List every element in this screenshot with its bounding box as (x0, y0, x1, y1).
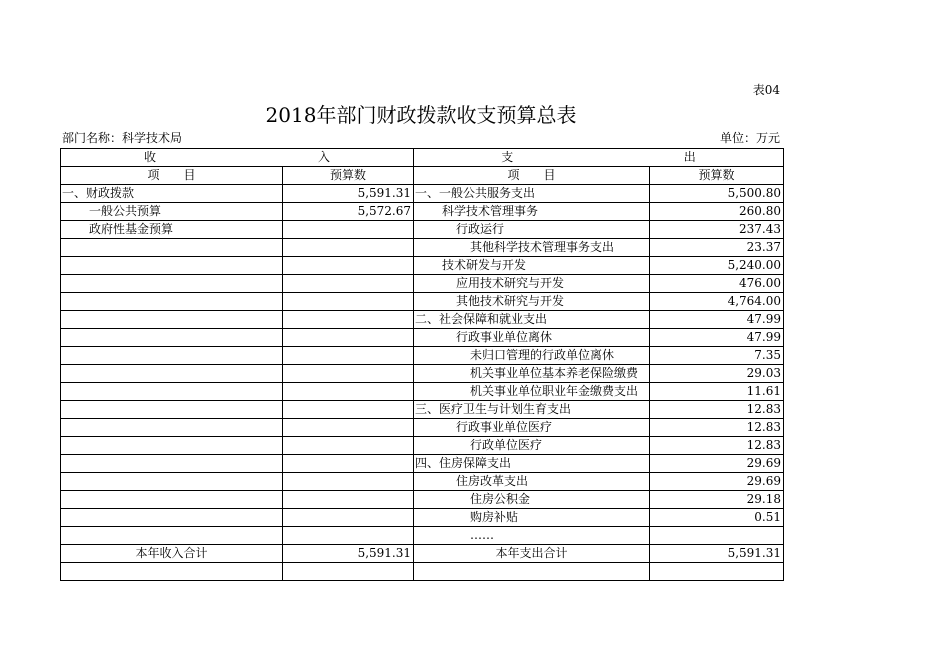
expense-amount-header: 预算数 (650, 167, 784, 185)
table-row (61, 383, 784, 401)
column-header-row (61, 167, 784, 185)
expense-total-label: 本年支出合计 (414, 545, 650, 563)
income-amount (283, 491, 414, 509)
expense-amount: 23.37 (650, 239, 784, 257)
expense-amount: 29.03 (650, 365, 784, 383)
income-amount (283, 401, 414, 419)
income-amount (283, 437, 414, 455)
expense-amount: 12.83 (650, 437, 784, 455)
income-item (61, 329, 283, 347)
income-amount-header: 预算数 (283, 167, 414, 185)
table-row (61, 437, 784, 455)
income-item (61, 383, 283, 401)
table-row (61, 293, 784, 311)
table-row (61, 419, 784, 437)
expense-amount: 29.69 (650, 455, 784, 473)
expense-amount: 12.83 (650, 419, 784, 437)
expense-item: 机关事业单位职业年金缴费支出 (414, 383, 650, 401)
expense-amount: 29.69 (650, 473, 784, 491)
table-row (61, 347, 784, 365)
income-amount (283, 293, 414, 311)
income-amount (283, 239, 414, 257)
expense-section-header (414, 149, 784, 167)
income-amount (283, 419, 414, 437)
expense-amount (650, 527, 784, 545)
department-name: 部门名称：科学技术局 (62, 131, 183, 145)
income-item (61, 509, 283, 527)
expense-item: 机关事业单位基本养老保险缴费 (414, 365, 650, 383)
expense-amount: 47.99 (650, 311, 784, 329)
income-amount (283, 275, 414, 293)
expense-item: 住房公积金 (414, 491, 650, 509)
income-item (61, 401, 283, 419)
income-item (61, 239, 283, 257)
budget-table (60, 148, 784, 581)
expense-amount: 7.35 (650, 347, 784, 365)
income-item (61, 527, 283, 545)
table-row (61, 203, 784, 221)
table-row (61, 329, 784, 347)
income-item-header: 项 目 (61, 167, 283, 185)
table-row (61, 275, 784, 293)
expense-amount: 47.99 (650, 329, 784, 347)
totals-row (61, 545, 784, 563)
income-header-char-2: 入 (317, 150, 330, 164)
income-amount (283, 527, 414, 545)
income-amount (283, 455, 414, 473)
income-item: 政府性基金预算 (61, 221, 283, 239)
income-amount (283, 509, 414, 527)
expense-item: 技术研发与开发 (414, 257, 650, 275)
section-header-row (61, 149, 784, 167)
table-row (61, 509, 784, 527)
expense-item: 应用技术研究与开发 (414, 275, 650, 293)
income-section-header (61, 149, 414, 167)
expense-item: 其他科学技术管理事务支出 (414, 239, 650, 257)
expense-item: 行政运行 (414, 221, 650, 239)
expense-amount: 260.80 (650, 203, 784, 221)
expense-item: 住房改革支出 (414, 473, 650, 491)
table-code: 表04 (752, 83, 780, 97)
income-item: 一、财政拨款 (61, 185, 283, 203)
expense-amount: 11.61 (650, 383, 784, 401)
table-row (61, 473, 784, 491)
expense-item: 三、医疗卫生与计划生育支出 (414, 401, 650, 419)
expense-header-char-2: 出 (683, 150, 696, 164)
expense-item: 一、一般公共服务支出 (414, 185, 650, 203)
expense-item: 行政事业单位离休 (414, 329, 650, 347)
expense-item: 行政单位医疗 (414, 437, 650, 455)
page-title: 2018年部门财政拨款收支预算总表 (265, 103, 577, 127)
income-total-label: 本年收入合计 (61, 545, 283, 563)
income-item (61, 455, 283, 473)
expense-item-header: 项 目 (414, 167, 650, 185)
income-amount (283, 365, 414, 383)
income-amount (283, 257, 414, 275)
income-item (61, 275, 283, 293)
expense-amount: 12.83 (650, 401, 784, 419)
table-row (61, 527, 784, 545)
income-item (61, 257, 283, 275)
table-row (61, 455, 784, 473)
expense-item: 二、社会保障和就业支出 (414, 311, 650, 329)
empty-cell (283, 563, 414, 581)
income-header-char-1: 收 (143, 150, 156, 164)
income-item: 一般公共预算 (61, 203, 283, 221)
income-amount (283, 347, 414, 365)
table-row (61, 401, 784, 419)
table-row (61, 365, 784, 383)
expense-total-amount: 5,591.31 (650, 545, 784, 563)
expense-amount: 4,764.00 (650, 293, 784, 311)
empty-row (61, 563, 784, 581)
expense-item: 未归口管理的行政单位离休 (414, 347, 650, 365)
income-item (61, 311, 283, 329)
expense-item: 购房补贴 (414, 509, 650, 527)
expense-item: 四、住房保障支出 (414, 455, 650, 473)
table-row (61, 311, 784, 329)
income-total-amount: 5,591.31 (283, 545, 414, 563)
expense-amount: 476.00 (650, 275, 784, 293)
income-amount (283, 329, 414, 347)
table-row (61, 185, 784, 203)
income-item (61, 419, 283, 437)
expense-amount: 0.51 (650, 509, 784, 527)
expense-item: 科学技术管理事务 (414, 203, 650, 221)
empty-cell (414, 563, 650, 581)
table-row (61, 491, 784, 509)
expense-amount: 5,500.80 (650, 185, 784, 203)
table-row (61, 221, 784, 239)
expense-item: …… (414, 527, 650, 545)
table-row (61, 239, 784, 257)
income-item (61, 293, 283, 311)
empty-cell (61, 563, 283, 581)
income-amount (283, 473, 414, 491)
income-item (61, 437, 283, 455)
expense-header-char-1: 支 (501, 150, 514, 164)
expense-amount: 5,240.00 (650, 257, 784, 275)
income-item (61, 473, 283, 491)
income-amount (283, 311, 414, 329)
income-item (61, 347, 283, 365)
unit-label: 单位：万元 (719, 131, 780, 145)
income-amount (283, 221, 414, 239)
income-amount: 5,572.67 (283, 203, 414, 221)
expense-item: 其他技术研究与开发 (414, 293, 650, 311)
empty-cell (650, 563, 784, 581)
income-item (61, 491, 283, 509)
expense-amount: 29.18 (650, 491, 784, 509)
income-amount (283, 383, 414, 401)
income-item (61, 365, 283, 383)
expense-item: 行政事业单位医疗 (414, 419, 650, 437)
income-amount: 5,591.31 (283, 185, 414, 203)
expense-amount: 237.43 (650, 221, 784, 239)
table-row (61, 257, 784, 275)
